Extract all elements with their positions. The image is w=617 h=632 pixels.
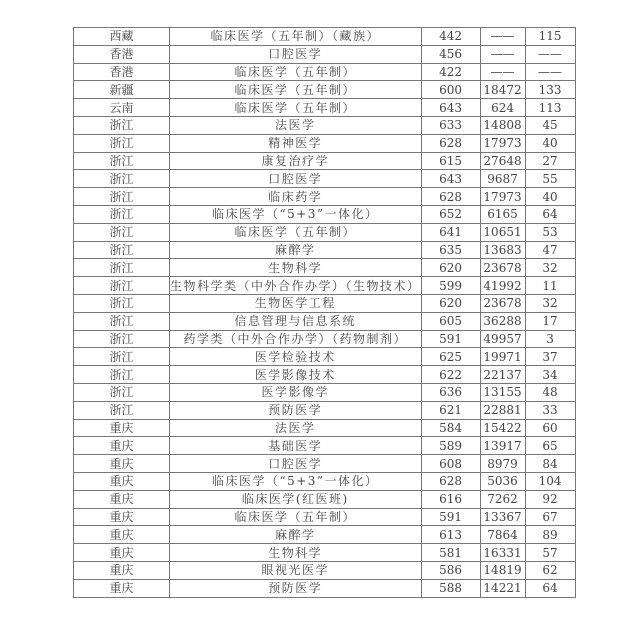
major-cell: 临床医学（五年制） bbox=[170, 223, 422, 241]
table-row bbox=[74, 241, 576, 259]
score-cell: 622 bbox=[421, 366, 480, 384]
table-row bbox=[74, 490, 576, 508]
rank-cell: 13155 bbox=[480, 383, 525, 401]
count-cell: 55 bbox=[525, 170, 575, 188]
table-row bbox=[74, 116, 576, 134]
major-cell: 医学检验技术 bbox=[170, 348, 422, 366]
count-cell: 47 bbox=[525, 241, 575, 259]
major-cell: 临床医学（五年制） bbox=[170, 99, 422, 117]
major-cell: 临床医学（五年制）（藏族） bbox=[170, 28, 422, 46]
major-cell: 信息管理与信息系统 bbox=[170, 312, 422, 330]
province-cell: 新疆 bbox=[74, 81, 170, 99]
table-row bbox=[74, 401, 576, 419]
table-row bbox=[74, 455, 576, 473]
score-cell: 636 bbox=[421, 383, 480, 401]
province-cell: 香港 bbox=[74, 63, 170, 81]
rank-cell: 27648 bbox=[480, 152, 525, 170]
rank-cell: 7262 bbox=[480, 490, 525, 508]
score-cell: 600 bbox=[421, 81, 480, 99]
province-cell: 重庆 bbox=[74, 419, 170, 437]
major-cell: 口腔医学 bbox=[170, 170, 422, 188]
major-cell: 法医学 bbox=[170, 419, 422, 437]
rank-cell: 16331 bbox=[480, 544, 525, 562]
rank-cell: 7864 bbox=[480, 526, 525, 544]
major-cell: 口腔医学 bbox=[170, 45, 422, 63]
province-cell: 重庆 bbox=[74, 508, 170, 526]
major-cell: 临床医学（“5+3”一体化） bbox=[170, 472, 422, 490]
count-cell: 133 bbox=[525, 81, 575, 99]
score-cell: 456 bbox=[421, 45, 480, 63]
rank-cell: 15422 bbox=[480, 419, 525, 437]
count-cell: 92 bbox=[525, 490, 575, 508]
table-row bbox=[74, 134, 576, 152]
score-cell: 613 bbox=[421, 526, 480, 544]
rank-cell: 14221 bbox=[480, 579, 525, 597]
count-cell: 32 bbox=[525, 294, 575, 312]
rank-cell: 18472 bbox=[480, 81, 525, 99]
province-cell: 浙江 bbox=[74, 294, 170, 312]
table-row bbox=[74, 259, 576, 277]
province-cell: 浙江 bbox=[74, 205, 170, 223]
score-cell: 620 bbox=[421, 259, 480, 277]
province-cell: 浙江 bbox=[74, 259, 170, 277]
score-cell: 599 bbox=[421, 277, 480, 295]
province-cell: 浙江 bbox=[74, 330, 170, 348]
province-cell: 浙江 bbox=[74, 348, 170, 366]
score-cell: 635 bbox=[421, 241, 480, 259]
province-cell: 重庆 bbox=[74, 526, 170, 544]
score-cell: 633 bbox=[421, 116, 480, 134]
major-cell: 生物科学 bbox=[170, 544, 422, 562]
major-cell: 临床医学（“5+3”一体化） bbox=[170, 205, 422, 223]
province-cell: 浙江 bbox=[74, 366, 170, 384]
count-cell: 60 bbox=[525, 419, 575, 437]
count-cell: 65 bbox=[525, 437, 575, 455]
rank-cell: 23678 bbox=[480, 294, 525, 312]
count-cell: 33 bbox=[525, 401, 575, 419]
rank-cell: 22137 bbox=[480, 366, 525, 384]
major-cell: 预防医学 bbox=[170, 579, 422, 597]
rank-cell: 9687 bbox=[480, 170, 525, 188]
rank-cell: —— bbox=[480, 63, 525, 81]
major-cell: 麻醉学 bbox=[170, 241, 422, 259]
rank-cell: 8979 bbox=[480, 455, 525, 473]
table-row bbox=[74, 277, 576, 295]
count-cell: 32 bbox=[525, 259, 575, 277]
rank-cell: 624 bbox=[480, 99, 525, 117]
table-row bbox=[74, 45, 576, 63]
score-cell: 641 bbox=[421, 223, 480, 241]
major-cell: 眼视光医学 bbox=[170, 561, 422, 579]
score-cell: 605 bbox=[421, 312, 480, 330]
table-row bbox=[74, 383, 576, 401]
count-cell: 115 bbox=[525, 28, 575, 46]
province-cell: 浙江 bbox=[74, 223, 170, 241]
rank-cell: 23678 bbox=[480, 259, 525, 277]
table-row bbox=[74, 294, 576, 312]
table-row bbox=[74, 81, 576, 99]
table-row bbox=[74, 170, 576, 188]
province-cell: 重庆 bbox=[74, 472, 170, 490]
score-cell: 621 bbox=[421, 401, 480, 419]
table-row bbox=[74, 472, 576, 490]
score-cell: 628 bbox=[421, 472, 480, 490]
province-cell: 重庆 bbox=[74, 579, 170, 597]
province-cell: 浙江 bbox=[74, 116, 170, 134]
rank-cell: 17973 bbox=[480, 188, 525, 206]
score-cell: 625 bbox=[421, 348, 480, 366]
score-cell: 643 bbox=[421, 170, 480, 188]
province-cell: 香港 bbox=[74, 45, 170, 63]
table-row bbox=[74, 152, 576, 170]
rank-cell: 14808 bbox=[480, 116, 525, 134]
province-cell: 浙江 bbox=[74, 170, 170, 188]
count-cell: 89 bbox=[525, 526, 575, 544]
score-cell: 643 bbox=[421, 99, 480, 117]
table-row bbox=[74, 419, 576, 437]
major-cell: 康复治疗学 bbox=[170, 152, 422, 170]
major-cell: 药学类（中外合作办学）（药物制剂） bbox=[170, 330, 422, 348]
province-cell: 浙江 bbox=[74, 383, 170, 401]
count-cell: 104 bbox=[525, 472, 575, 490]
table-row bbox=[74, 437, 576, 455]
count-cell: —— bbox=[525, 63, 575, 81]
rank-cell: —— bbox=[480, 45, 525, 63]
admission-scores-table bbox=[73, 27, 576, 598]
table-row bbox=[74, 205, 576, 223]
count-cell: 53 bbox=[525, 223, 575, 241]
major-cell: 生物科学 bbox=[170, 259, 422, 277]
table-row bbox=[74, 544, 576, 562]
table-row bbox=[74, 63, 576, 81]
province-cell: 重庆 bbox=[74, 455, 170, 473]
major-cell: 口腔医学 bbox=[170, 455, 422, 473]
score-cell: 586 bbox=[421, 561, 480, 579]
major-cell: 医学影像学 bbox=[170, 383, 422, 401]
province-cell: 浙江 bbox=[74, 188, 170, 206]
count-cell: 57 bbox=[525, 544, 575, 562]
major-cell: 精神医学 bbox=[170, 134, 422, 152]
major-cell: 医学影像技术 bbox=[170, 366, 422, 384]
score-cell: 615 bbox=[421, 152, 480, 170]
province-cell: 重庆 bbox=[74, 544, 170, 562]
province-cell: 重庆 bbox=[74, 437, 170, 455]
province-cell: 浙江 bbox=[74, 241, 170, 259]
count-cell: 48 bbox=[525, 383, 575, 401]
table-row bbox=[74, 223, 576, 241]
score-cell: 628 bbox=[421, 134, 480, 152]
table-row bbox=[74, 348, 576, 366]
rank-cell: 5036 bbox=[480, 472, 525, 490]
count-cell: 11 bbox=[525, 277, 575, 295]
province-cell: 西藏 bbox=[74, 28, 170, 46]
count-cell: 64 bbox=[525, 579, 575, 597]
rank-cell: 13917 bbox=[480, 437, 525, 455]
major-cell: 基础医学 bbox=[170, 437, 422, 455]
major-cell: 临床医学（五年制） bbox=[170, 81, 422, 99]
count-cell: 64 bbox=[525, 205, 575, 223]
table-row bbox=[74, 312, 576, 330]
province-cell: 浙江 bbox=[74, 152, 170, 170]
count-cell: 3 bbox=[525, 330, 575, 348]
score-cell: 584 bbox=[421, 419, 480, 437]
score-cell: 442 bbox=[421, 28, 480, 46]
count-cell: 62 bbox=[525, 561, 575, 579]
score-cell: 608 bbox=[421, 455, 480, 473]
major-cell: 临床药学 bbox=[170, 188, 422, 206]
score-cell: 422 bbox=[421, 63, 480, 81]
major-cell: 生物科学类（中外合作办学）（生物技术） bbox=[170, 278, 421, 293]
table-row bbox=[74, 526, 576, 544]
rank-cell: 6165 bbox=[480, 205, 525, 223]
table-row bbox=[74, 330, 576, 348]
count-cell: 37 bbox=[525, 348, 575, 366]
table-row bbox=[74, 99, 576, 117]
table-row bbox=[74, 188, 576, 206]
table-row bbox=[74, 579, 576, 597]
score-cell: 628 bbox=[421, 188, 480, 206]
major-cell: 临床医学（五年制） bbox=[170, 63, 422, 81]
rank-cell: 41992 bbox=[480, 277, 525, 295]
province-cell: 浙江 bbox=[74, 312, 170, 330]
count-cell: 27 bbox=[525, 152, 575, 170]
major-cell: 麻醉学 bbox=[170, 526, 422, 544]
province-cell: 云南 bbox=[74, 99, 170, 117]
table-row bbox=[74, 28, 576, 46]
table-row bbox=[74, 366, 576, 384]
count-cell: 113 bbox=[525, 99, 575, 117]
count-cell: 40 bbox=[525, 188, 575, 206]
province-cell: 浙江 bbox=[74, 401, 170, 419]
major-cell: 临床医学（五年制） bbox=[170, 508, 422, 526]
major-cell: 预防医学 bbox=[170, 401, 422, 419]
rank-cell: 14819 bbox=[480, 561, 525, 579]
score-cell: 589 bbox=[421, 437, 480, 455]
rank-cell: 10651 bbox=[480, 223, 525, 241]
province-cell: 浙江 bbox=[74, 134, 170, 152]
rank-cell: 49957 bbox=[480, 330, 525, 348]
score-cell: 581 bbox=[421, 544, 480, 562]
province-cell: 浙江 bbox=[74, 277, 170, 295]
table-body bbox=[74, 28, 576, 598]
rank-cell: 36288 bbox=[480, 312, 525, 330]
score-cell: 620 bbox=[421, 294, 480, 312]
score-cell: 591 bbox=[421, 330, 480, 348]
count-cell: 45 bbox=[525, 116, 575, 134]
score-cell: 588 bbox=[421, 579, 480, 597]
count-cell: 67 bbox=[525, 508, 575, 526]
province-cell: 重庆 bbox=[74, 561, 170, 579]
province-cell: 重庆 bbox=[74, 490, 170, 508]
score-cell: 591 bbox=[421, 508, 480, 526]
rank-cell: 22881 bbox=[480, 401, 525, 419]
rank-cell: 19971 bbox=[480, 348, 525, 366]
rank-cell: —— bbox=[480, 28, 525, 46]
score-cell: 616 bbox=[421, 490, 480, 508]
count-cell: 17 bbox=[525, 312, 575, 330]
count-cell: 34 bbox=[525, 366, 575, 384]
count-cell: 40 bbox=[525, 134, 575, 152]
count-cell: —— bbox=[525, 45, 575, 63]
rank-cell: 13367 bbox=[480, 508, 525, 526]
rank-cell: 17973 bbox=[480, 134, 525, 152]
rank-cell: 13683 bbox=[480, 241, 525, 259]
table-row bbox=[74, 561, 576, 579]
major-cell: 临床医学(红医班) bbox=[170, 490, 422, 508]
score-cell: 652 bbox=[421, 205, 480, 223]
table-row bbox=[74, 508, 576, 526]
count-cell: 84 bbox=[525, 455, 575, 473]
major-cell: 法医学 bbox=[170, 116, 422, 134]
major-cell: 生物医学工程 bbox=[170, 294, 422, 312]
